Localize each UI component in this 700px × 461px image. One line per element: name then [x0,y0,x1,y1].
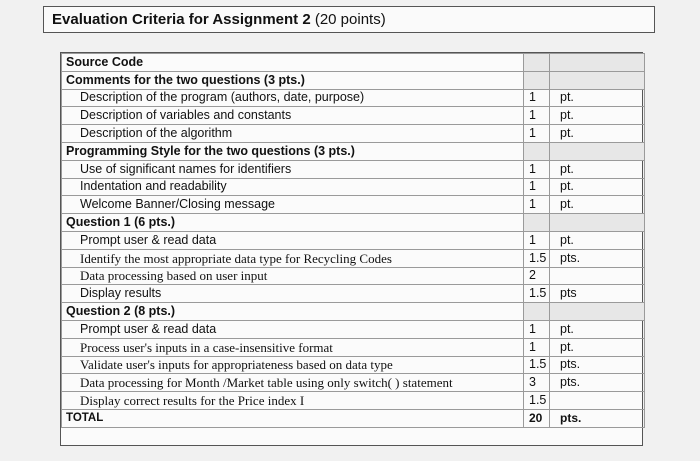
points-unit [550,267,645,285]
points-value: 1 [524,231,550,249]
section-row [62,214,645,232]
criteria-label: Display results [62,285,524,303]
criteria-label: Welcome Banner/Closing message [62,196,524,214]
points-value: 1.5 [524,285,550,303]
points-value: 2 [524,267,550,285]
criteria-row [62,374,645,392]
criteria-row [62,89,645,107]
points-value: 1.5 [524,249,550,267]
criteria-row [62,178,645,196]
criteria-row [62,231,645,249]
points-value [524,54,550,72]
points-value: 1 [524,89,550,107]
criteria-row [62,285,645,303]
points-value: 3 [524,374,550,392]
criteria-row [62,160,645,178]
criteria-label: Process user's inputs in a case-insensitive format [62,338,524,356]
section-label: Source Code [62,54,524,72]
points-unit: pts. [550,249,645,267]
section-label: Question 2 (8 pts.) [62,303,524,321]
criteria-row [62,107,645,125]
points-value: 1 [524,320,550,338]
points-value [524,214,550,232]
points-unit: pt. [550,107,645,125]
criteria-row [62,267,645,285]
points-value: 1 [524,125,550,143]
section-row [62,142,645,160]
criteria-label: Prompt user & read data [62,320,524,338]
points-value: 1 [524,107,550,125]
criteria-table [61,53,645,428]
criteria-label: Description of variables and constants [62,107,524,125]
points-unit: pt. [550,89,645,107]
points-unit [550,214,645,232]
criteria-row [62,249,645,267]
points-unit: pt. [550,196,645,214]
points-value [524,303,550,321]
points-value: 20 [524,409,550,427]
criteria-label: Identify the most appropriate data type for Recycling Codes [62,249,524,267]
criteria-label: Description of the program (authors, date, purpose) [62,89,524,107]
criteria-label: Indentation and readability [62,178,524,196]
criteria-row [62,320,645,338]
points-unit: pt. [550,160,645,178]
section-row [62,303,645,321]
section-label: Programming Style for the two questions (3 pts.) [62,142,524,160]
criteria-label: Use of significant names for identifiers [62,160,524,178]
criteria-row [62,196,645,214]
criteria-label: Validate user's inputs for appropriateness based on data type [62,356,524,374]
points-value: 1 [524,178,550,196]
criteria-row [62,338,645,356]
points-unit: pts. [550,356,645,374]
section-row [62,71,645,89]
points-unit: pts [550,285,645,303]
criteria-label: Prompt user & read data [62,231,524,249]
points-unit [550,392,645,410]
title-points: (20 points) [310,11,386,28]
criteria-row [62,392,645,410]
title-main: Evaluation Criteria for Assignment 2 [52,11,311,28]
points-unit: pt. [550,338,645,356]
section-label: Question 1 (6 pts.) [62,214,524,232]
points-unit [550,303,645,321]
criteria-label: Description of the algorithm [62,125,524,143]
points-unit: pts. [550,374,645,392]
points-unit: pt. [550,231,645,249]
criteria-row [62,125,645,143]
points-value [524,142,550,160]
points-unit [550,71,645,89]
section-label: Comments for the two questions (3 pts.) [62,71,524,89]
points-unit: pt. [550,320,645,338]
total-label: TOTAL [62,409,524,427]
section-row [62,54,645,72]
points-unit: pt. [550,125,645,143]
points-unit [550,54,645,72]
points-value: 1 [524,160,550,178]
points-unit [550,142,645,160]
total-row [62,409,645,427]
criteria-row [62,356,645,374]
points-value [524,71,550,89]
points-value: 1 [524,196,550,214]
criteria-label: Display correct results for the Price index I [62,392,524,410]
points-value: 1.5 [524,392,550,410]
points-unit: pt. [550,178,645,196]
points-value: 1 [524,338,550,356]
page-title [43,6,655,33]
criteria-label: Data processing for Month /Market table using only switch( ) statement [62,374,524,392]
criteria-table-container [60,52,643,446]
points-unit: pts. [550,409,645,427]
points-value: 1.5 [524,356,550,374]
criteria-label: Data processing based on user input [62,267,524,285]
